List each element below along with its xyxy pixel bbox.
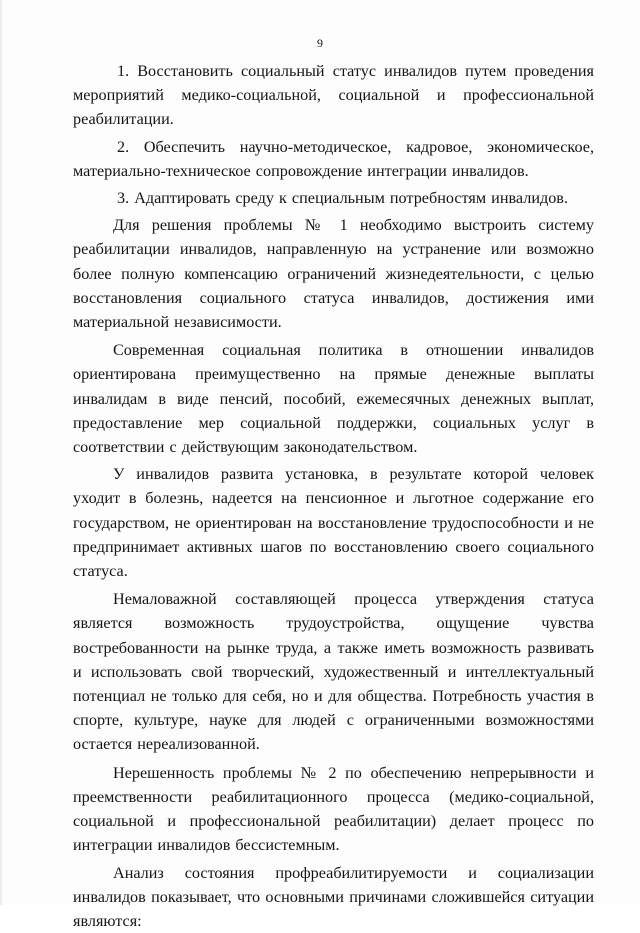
list-item-2: 2. Обеспечить научно-методическое, кадровое, экономическое, материально-техническое сопровождение интеграции инвалидов. [73,135,594,183]
paragraph-employment: Немаловажной составляющей процесса утверждения статуса является возможность трудоустройства, ощущение чувства востребованности на рынке труда, а также иметь возможность развивать и использовать свой творческий, художественный и интеллектуальный потенциал не только для себя, но и для общества. Потребность участия в спорте, культуре, науке для людей с ограниченными возможностями остается нереализованной. [73,587,594,756]
list-item-1: 1. Восстановить социальный статус инвалидов путем проведения мероприятий медико-социальной, социальной и профессиональной реабилитации. [73,59,594,132]
list-item-3: 3. Адаптировать среду к специальным потребностям инвалидов. [73,186,594,210]
page-number: 9 [0,36,640,50]
paragraph-disability-attitude: У инвалидов развита установка, в результате которой человек уходит в болезнь, надеется на пенсионное и льготное содержание его государством, не ориентирован на восстановление трудоспособности и не предпринимает активных шагов по восстановлению своего социального статуса. [73,462,594,583]
paragraph-problem-2: Нерешенность проблемы № 2 по обеспечению непрерывности и преемственности реабилитационного процесса (медико-социальной, социальной и профессиональной реабилитации) делает процесс по интеграции инвалидов бессистемным. [73,761,594,858]
paragraph-analysis: Анализ состояния профреабилитируемости и социализации инвалидов показывает, что основными причинами сложившейся ситуации являются: [73,861,594,933]
paragraph-social-policy: Современная социальная политика в отношении инвалидов ориентирована преимущественно на прямые денежные выплаты инвалидам в виде пенсий, пособий, ежемесячных денежных выплат, предоставление мер социальной поддержки, социальных услуг в соответствии с действующим законодательством. [73,338,594,459]
scan-edge-shadow [0,0,3,905]
document-body [73,59,594,933]
paragraph-problem-1: Для решения проблемы № 1 необходимо выстроить систему реабилитации инвалидов, направленную на устранение или возможно более полную компенсацию ограничений жизнедеятельности, с целью восстановления социального статуса инвалидов, достижения ими материальной независимости. [73,213,594,334]
